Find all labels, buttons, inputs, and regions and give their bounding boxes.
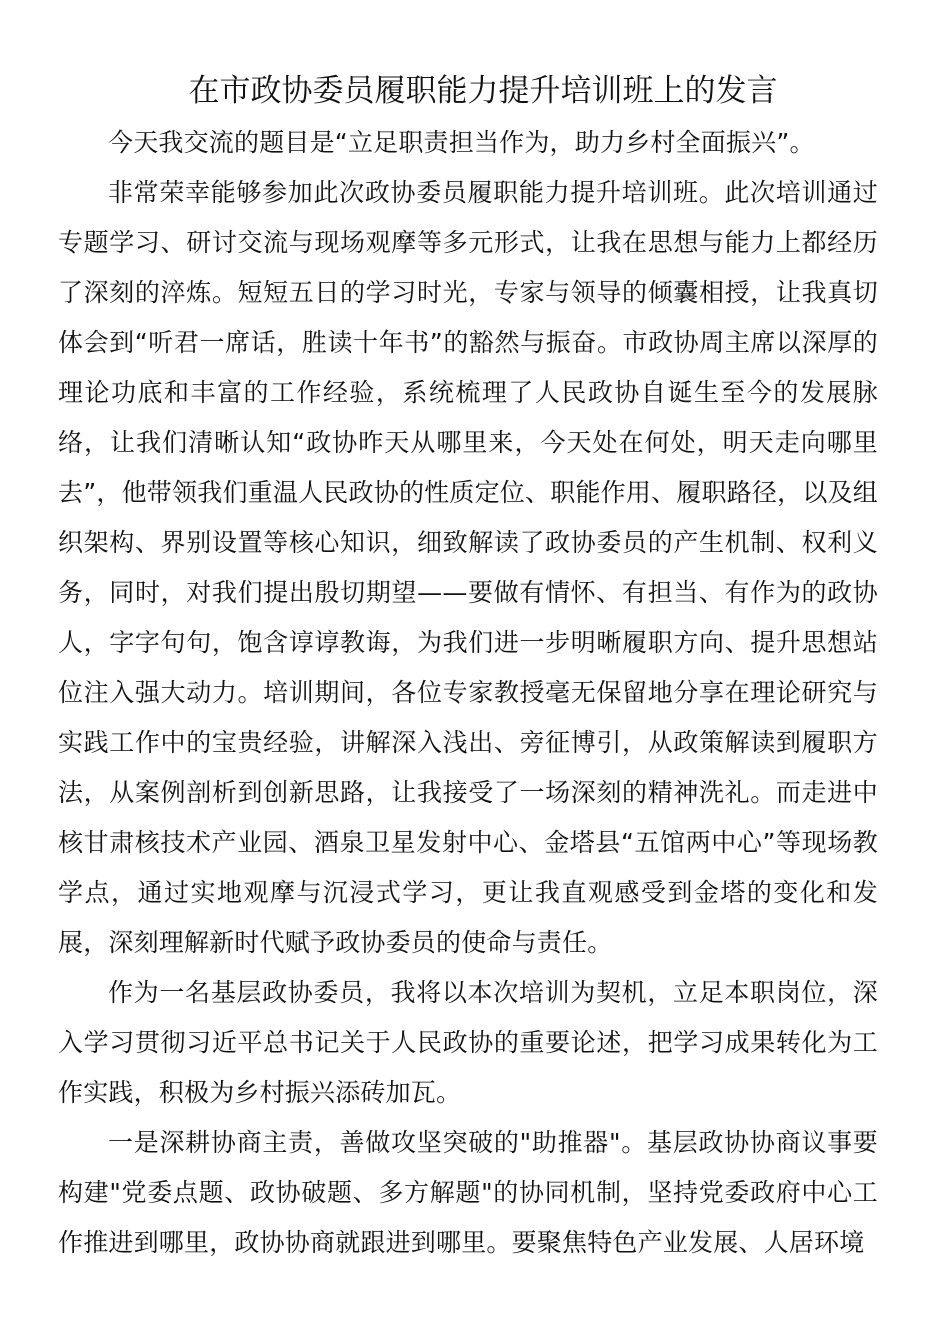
paragraph-topic: 今天我交流的题目是“立足职责担当作为，助力乡村全面振兴”。 <box>108 128 815 157</box>
paragraph-training-review: 非常荣幸能够参加此次政协委员履职能力提升培训班。此次培训通过专题学习、研讨交流与现场观摩等多元形式，让我在思想与能力上都经历了深刻的淬炼。短短五日的学习时光，专家与领导的倾囊相授，让我真切体会到“听君一席话，胜读十年书”的豁然与振奋。市政协周主席以深厚的理论功底和丰富的工作经验，系统梳理了人民政协自诞生至今的发展脉络，让我们清晰认知“政协昨天从哪里来，今天处在何处，明天走向哪里去”，他带领我们重温人民政协的性质定位、职能作用、履职路径，以及组织架构、界别设置等核心知识，细致解读了政协委员的产生机制、权利义务，同时，对我们提出殷切期望——要做有情怀、有担当、有作为的政协人，字字句句，饱含谆谆教诲，为我们进一步明晰履职方向、提升思想站位注入强大动力。培训期间，各位专家教授毫无保留地分享在理论研究与实践工作中的宝贵经验，讲解深入浅出、旁征博引，从政策解读到履职方法，从案例剖析到创新思路，让我接受了一场深刻的精神洗礼。而走进中核甘肃核技术产业园、酒泉卫星发射中心、金塔县“五馆两中心”等现场教学点，通过实地观摩与沉浸式学习，更让我直观感受到金塔的变化和发展，深刻理解新时代赋予政协委员的使命与责任。 <box>58 178 878 957</box>
paragraph-commitment: 作为一名基层政协委员，我将以本次培训为契机，立足本职岗位，深入学习贯彻习近平总书记关于人民政协的重要论述，把学习成果转化为工作实践，积极为乡村振兴添砖加瓦。 <box>58 978 878 1107</box>
document-page <box>58 64 878 1268</box>
document-title: 在市政协委员履职能力提升培训班上的发言 <box>188 73 778 109</box>
paragraph-point-one: 一是深耕协商主责，善做攻坚突破的"助推器"。基层政协协商议事要构建"党委点题、政协破题、多方解题"的协同机制，坚持党委政府中心工作推进到哪里，政协协商就跟进到哪里。要聚焦特色产业发展、人居环境 <box>58 1128 878 1257</box>
